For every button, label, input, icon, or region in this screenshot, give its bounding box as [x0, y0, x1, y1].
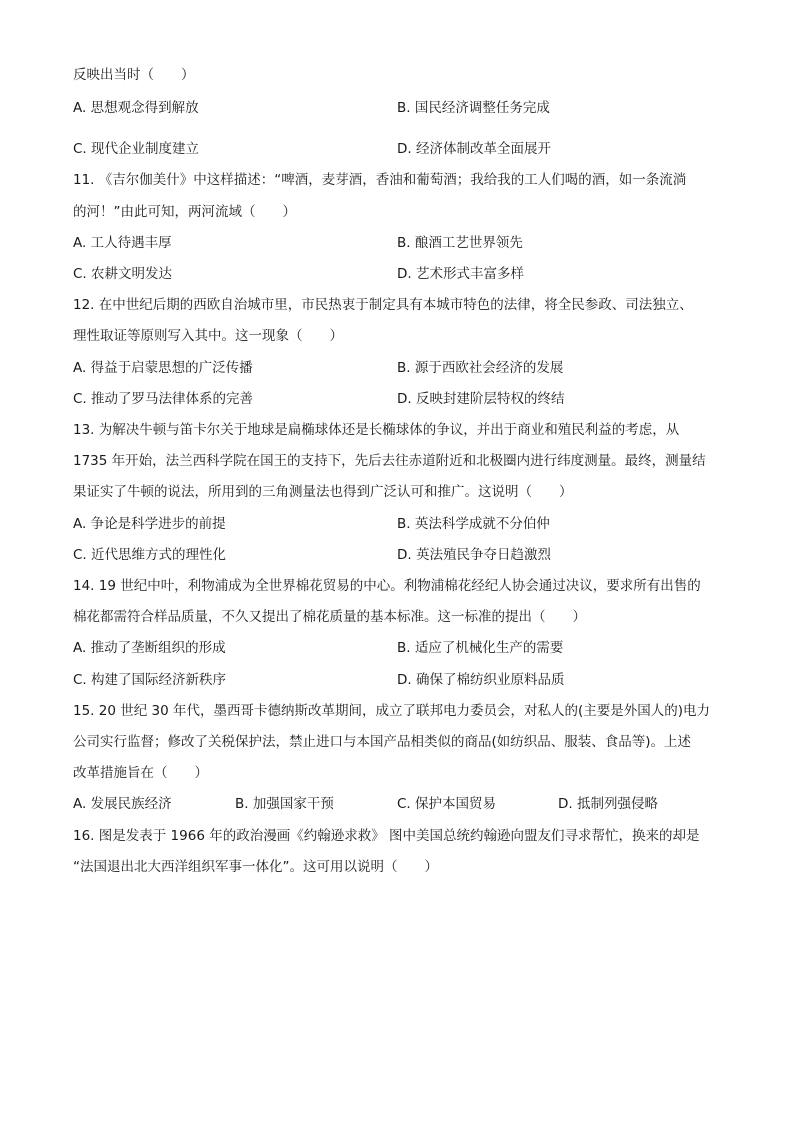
- q11-option-d: D. 艺术形式丰富多样: [397, 266, 524, 282]
- q13-option-c: C. 近代思维方式的理性化: [73, 547, 227, 563]
- q12-stem-line-2: 理性取证等原则写入其中。这一现象（ ）: [73, 328, 343, 344]
- q12-stem-line-1: 12. 在中世纪后期的西欧自治城市里，市民热衷于制定具有本城市特色的法律，将全民参政、司法独立、: [73, 297, 693, 313]
- q15-option-c: C. 保护本国贸易: [397, 796, 497, 812]
- q16-stem-line-1: 16. 图是发表于 1966 年的政治漫画《约翰逊求救》 图中美国总统约翰逊向盟友们寻求帮忙，换来的却是: [73, 828, 700, 844]
- q16-stem-line-2: “法国退出北大西洋组织军事一体化”。这可用以说明（ ）: [73, 859, 438, 875]
- q15-option-b: B. 加强国家干预: [235, 796, 334, 812]
- q15-stem-line-1: 15. 20 世纪 30 年代，墨西哥卡德纳斯改革期间，成立了联邦电力委员会，对私人的(主要是外国人的)电力: [73, 703, 711, 719]
- q10-option-a: A. 思想观念得到解放: [73, 100, 199, 116]
- q14-option-b: B. 适应了机械化生产的需要: [397, 640, 564, 656]
- q14-stem-line-1: 14. 19 世纪中叶，利物浦成为全世界棉花贸易的中心。利物浦棉花经纪人协会通过决议，要求所有出售的: [73, 578, 701, 594]
- q14-option-d: D. 确保了棉纺织业原料品质: [397, 672, 565, 688]
- q13-stem-line-2: 1735 年开始，法兰西科学院在国王的支持下，先后去往赤道附近和北极圈内进行纬度测量。最终，测量结: [73, 453, 706, 469]
- q14-option-a: A. 推动了垄断组织的形成: [73, 640, 226, 656]
- q13-option-a: A. 争论是科学进步的前提: [73, 516, 226, 532]
- q14-option-c: C. 构建了国际经济新秩序: [73, 672, 227, 688]
- q15-stem-line-3: 改革措施旨在（ ）: [73, 765, 208, 781]
- q11-option-a: A. 工人待遇丰厚: [73, 235, 172, 251]
- intro-line: 反映出当时（ ）: [73, 67, 195, 83]
- q12-option-d: D. 反映封建阶层特权的终结: [397, 391, 565, 407]
- q11-option-c: C. 农耕文明发达: [73, 266, 173, 282]
- q15-stem-line-2: 公司实行监督；修改了关税保护法，禁止进口与本国产品相类似的商品(如纺织品、服装、食品等)。上述: [73, 734, 692, 750]
- q14-stem-line-2: 棉花都需符合样品质量，不久又提出了棉花质量的基本标准。这一标准的提出（ ）: [73, 609, 586, 625]
- q12-option-c: C. 推动了罗马法律体系的完善: [73, 391, 254, 407]
- q11-stem-line-2: 的河！”由此可知，两河流域（ ）: [73, 204, 296, 220]
- q10-option-d: D. 经济体制改革全面展开: [397, 141, 551, 157]
- q13-stem-line-3: 果证实了牛顿的说法，所用到的三角测量法也得到广泛认可和推广。这说明（ ）: [73, 484, 573, 500]
- q10-option-c: C. 现代企业制度建立: [73, 141, 200, 157]
- q12-option-b: B. 源于西欧社会经济的发展: [397, 360, 564, 376]
- q15-option-a: A. 发展民族经济: [73, 796, 172, 812]
- q11-stem-line-1: 11. 《吉尔伽美什》中这样描述：“啤酒，麦芽酒，香油和葡萄酒；我给我的工人们喝的酒，如一条流淌: [73, 172, 687, 188]
- q13-stem-line-1: 13. 为解决牛顿与笛卡尔关于地球是扁椭球体还是长椭球体的争议，并出于商业和殖民利益的考虑，从: [73, 422, 680, 438]
- q12-option-a: A. 得益于启蒙思想的广泛传播: [73, 360, 253, 376]
- q15-option-d: D. 抵制列强侵略: [558, 796, 658, 812]
- q10-option-b: B. 国民经济调整任务完成: [397, 100, 550, 116]
- q13-option-b: B. 英法科学成就不分伯仲: [397, 516, 550, 532]
- q11-option-b: B. 酿酒工艺世界领先: [397, 235, 523, 251]
- q13-option-d: D. 英法殖民争夺日趋激烈: [397, 547, 551, 563]
